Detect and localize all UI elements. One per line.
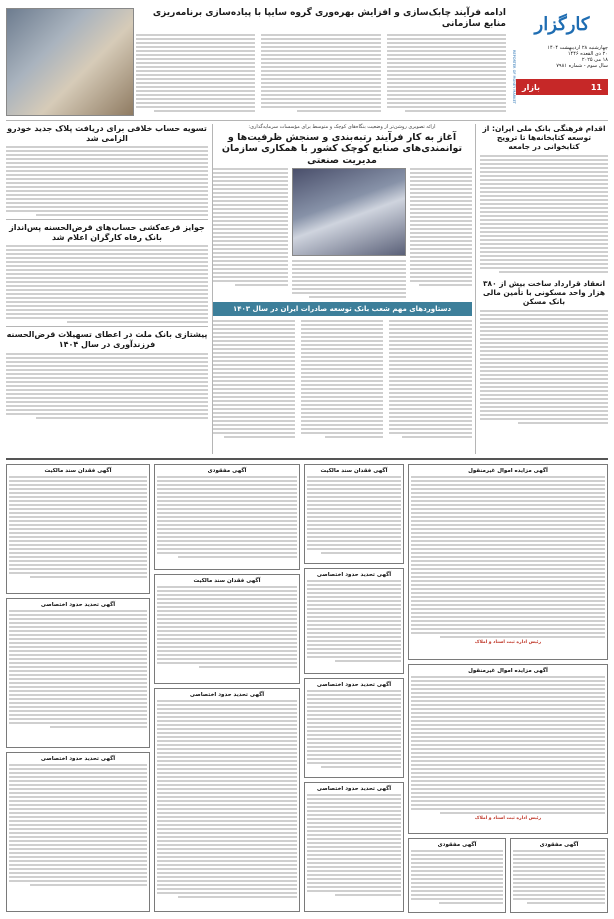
date-hijri: ۲۰ ذی القعده ۱۴۴۶: [567, 51, 608, 57]
page-number: 11: [590, 82, 602, 92]
culture-headline: اقدام فرهنگی بانک ملی ایران: از توسعه کتابخانه‌ها تا ترویج کتابخوانی در جامعه: [482, 124, 606, 151]
refah-headline: جوایز قرعه‌کشی حساب‌های قرض‌الحسنه پس‌انداز بانک رفاه کارگران اعلام شد: [9, 223, 205, 242]
ad-lost-2-title: آگهی مفقودی: [437, 842, 477, 848]
ad-bound-4-title: آگهی تحدید حدود اختصاصی: [189, 692, 265, 698]
section-label: بازار: [522, 82, 540, 92]
left-column: [6, 124, 208, 454]
ad-bound-2: [304, 678, 404, 778]
brand-logo: کارگزار: [534, 14, 590, 35]
ad-auction-1-title: آگهی مزایده اموال غیرمنقول: [468, 468, 548, 474]
ad-lost-1: [510, 838, 608, 913]
ad-auction-1: [408, 464, 608, 660]
ad-deed-1: [304, 464, 404, 564]
ad-lost-1-title: آگهی مفقودی: [539, 842, 579, 848]
ad-deed-3: [6, 464, 150, 594]
ad-bound-3-title: آگهی تحدید حدود اختصاصی: [316, 786, 392, 792]
band-headline: دستاوردهای مهم شعب بانک توسعه صادرات ایران در سال ۱۴۰۳: [212, 302, 472, 316]
ad-auction-2: [408, 664, 608, 834]
ad-deed-2: [154, 574, 300, 684]
ad-bound-5-title: آگهی تحدید حدود اختصاصی: [40, 602, 116, 608]
ad-bound-4: [154, 688, 300, 912]
center-body-bottom: [292, 260, 406, 300]
ad-deed-3-title: آگهی فقدان سند مالکیت: [44, 468, 112, 474]
ad-lost-3: [154, 464, 300, 570]
center-body-left: [212, 168, 288, 288]
housing-headline: انعقاد قرارداد ساخت بیش از ۳۸۰ هزار واحد مسکونی با تأمین مالی بانک مسکن: [482, 279, 606, 306]
ad-bound-3: [304, 782, 404, 912]
center-kicker: ارائه تصویری روشن‌تر از وضعیت بنگاه‌های کوچک و متوسط برای مؤسسات سرمایه‌گذاری:: [248, 124, 436, 130]
date-fa: چهارشنبه ۲۸ اردیبهشت ۱۴۰۴: [547, 45, 608, 51]
center-headline: آغاز به کار فرآیند رتبه‌بندی و سنجش ظرفیت‌ها و توانمندی‌های صنایع کوچک کشور با همکاری سازمان مدیریت صنعتی: [221, 132, 463, 166]
date-en: ۱۸ می ۲۰۲۵: [581, 57, 608, 63]
side-text: REPORTER OF MONEY MARKET: [512, 50, 516, 104]
fines-headline: تسویه حساب خلافی برای دریافت پلاک جدید خودرو الزامی شد: [7, 124, 207, 143]
ad-bound-6-title: آگهی تحدید حدود اختصاصی: [40, 756, 116, 762]
top-story-headline: ادامه فرآیند چابک‌سازی و افزایش بهره‌وری گروه سایپا با پیاده‌سازی برنامه‌ریزی منابع سازمانی: [152, 8, 506, 29]
section-bar: [516, 79, 608, 95]
ad-lost-3-title: آگهی مفقودی: [207, 468, 247, 474]
ad-deed-1-title: آگهی فقدان سند مالکیت: [320, 468, 388, 474]
issue-number: سال سوم - شماره ۷۹۸۱: [556, 63, 608, 69]
ad-bound-6: [6, 752, 150, 912]
ad-auction-2-foot: رئیس اداره ثبت اسناد و املاک: [474, 816, 542, 821]
ad-auction-1-foot: رئیس اداره ثبت اسناد و املاک: [474, 640, 542, 645]
right-column: [480, 124, 608, 444]
ad-bound-5: [6, 598, 150, 748]
band-body: [212, 320, 472, 440]
ad-lost-2: [408, 838, 506, 913]
signing-photo: [292, 168, 406, 256]
top-story: [136, 8, 506, 116]
meeting-photo: [6, 8, 134, 116]
ad-bound-1-title: آگهی تحدید حدود اختصاصی: [316, 572, 392, 578]
ad-deed-2-title: آگهی فقدان سند مالکیت: [193, 578, 261, 584]
ad-bound-2-title: آگهی تحدید حدود اختصاصی: [316, 682, 392, 688]
mellat-headline: پیشتازی بانک ملت در اعطای تسهیلات قرض‌الحسنه فرزندآوری در سال ۱۴۰۴: [6, 330, 208, 349]
masthead: [516, 8, 608, 116]
center-body-right: [410, 168, 472, 288]
ad-bound-1: [304, 568, 404, 674]
ad-auction-2-title: آگهی مزایده اموال غیرمنقول: [468, 668, 548, 674]
